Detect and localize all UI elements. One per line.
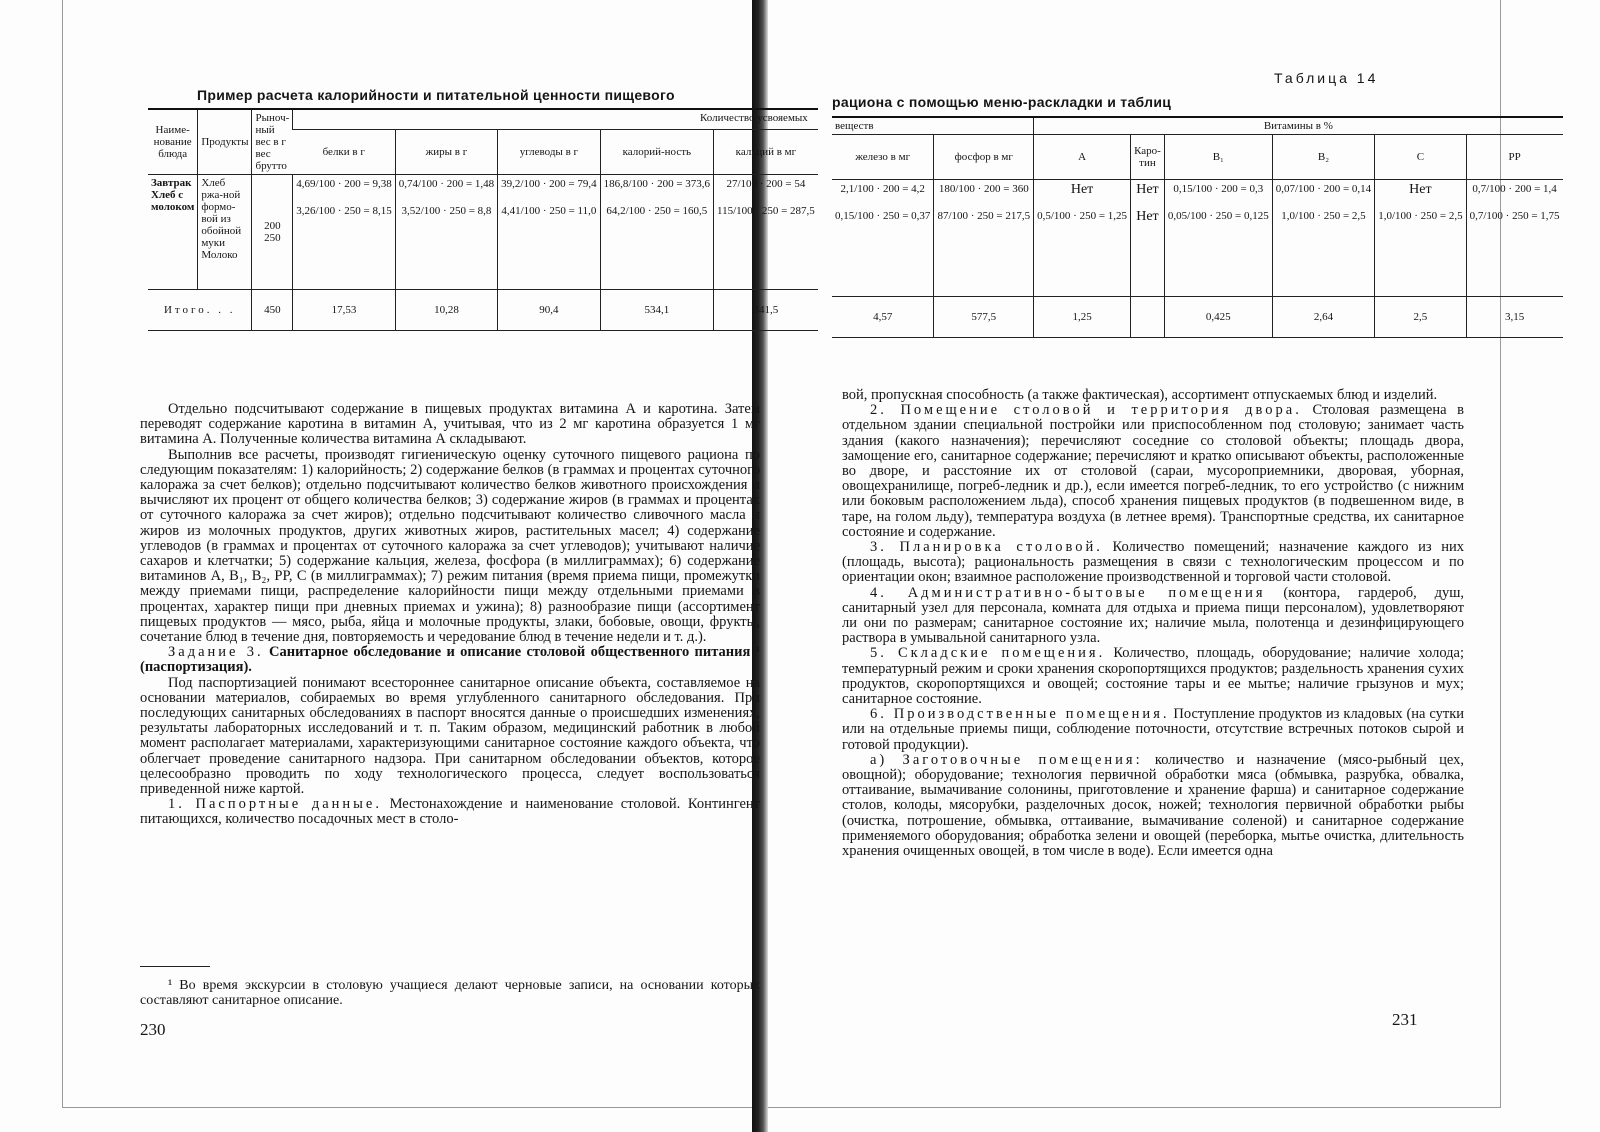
total-b1: 0,425 xyxy=(1164,297,1272,338)
cell-protein-milk: 3,26/100 · 250 = 8,15 xyxy=(296,205,392,217)
total-iron: 4,57 xyxy=(832,297,934,338)
header-col-fat: жиры в г xyxy=(395,130,497,175)
item6-label: 6. Производственные помещения. xyxy=(870,706,1170,723)
left-body-text xyxy=(140,402,760,828)
header-group: Количество усвояемых xyxy=(293,109,818,130)
left-table-caption: Пример расчета калорийности и питательной ценности пищевого xyxy=(197,87,675,103)
row-products: Хлеб ржа-ной формо-вой из обойной муки Молоко xyxy=(198,175,252,290)
header-col-carbs: углеводы в г xyxy=(498,130,600,175)
total-a: 1,25 xyxy=(1034,297,1131,338)
paragraph-passport: Под паспортизацией понимают всестороннее санитарное описание объекта, составляемое на основании материалов, собираемых во время углубленного санитарного обследования. При последующих санитарных обследованиях в паспорт вносятся данные о происшедших изменениях, результаты лабораторных исследований и т. п. Таким образом, медицинский работник в любой момент располагает материалами, характеризующими санитарное состояние каждого объекта, что облегчает проведение санитарного надзора. При санитарном обследовании объектов, которое целесообразно проводить по ходу технологического процесса, следует воспользоваться приведенной ниже картой. xyxy=(140,674,760,798)
footnote-rule xyxy=(140,966,210,967)
cell-calories-milk: 64,2/100 · 250 = 160,5 xyxy=(606,205,708,217)
cell-b1-milk: 0,05/100 · 250 = 0,125 xyxy=(1167,210,1269,222)
item1-label: 1. Паспортные данные. xyxy=(168,796,382,813)
header-col-carotene: Каро-тин xyxy=(1131,135,1165,180)
footnote-text: ¹ Во время экскурсии в столовую учащиеся делают черновые записи, на основании которых составляют санитарное описание. xyxy=(140,978,760,1009)
total-protein: 17,53 xyxy=(293,290,395,331)
cell-b1-bread: 0,15/100 · 200 = 0,3 xyxy=(1173,183,1264,195)
page-number-left: 230 xyxy=(140,1020,166,1039)
item3-label: 3. Планировка столовой. xyxy=(870,539,1103,556)
total-phosphorus: 577,5 xyxy=(934,297,1034,338)
cell-fat-bread: 0,74/100 · 200 = 1,48 xyxy=(398,178,495,190)
item4-text: (контора, гардероб, душ, санитарный узел для персонала, комната для отдыха и приема пищи персоналом), удовлетворяют ли они по размерам; санитарное состояние их; наличие мыла, полотенца и дезинфицирующего раствора в умывальной санитарного узла. xyxy=(842,584,1464,647)
header-col-b1: B₁ xyxy=(1164,135,1272,180)
item2-text: Столовая размещена в отдельном здании специальной постройки или приспособленном под столовую; занимает часть здания (какого назначения); перечисляют соседние со столовой объекты; площадь двора, замощение его, санитарное содержание; перечисляют и кратко описывают объекты, расположенные во дворе, и расстояние их от столовой (сараи, мусороприемники, дворовая, уборная, овощехранилище, погреб-ледник и др.), если имеется погреб-ледник, то его устройство (с нижним или боковым расположением льда), способ хранения пищевых продуктов (в подвешенном виде, в таре, на голом льду), температура воздуха (в летнее время). Транспортные средства, их санитарное состояние и содержание. xyxy=(842,402,1464,540)
footnote xyxy=(140,978,760,1008)
cell-phosphorus-milk: 87/100 · 250 = 217,5 xyxy=(937,210,1031,222)
item1-text: Местонахождение и наименование столовой. Контингент питающихся, количество посадочных мест в столо- xyxy=(140,796,760,828)
total-b2: 2,64 xyxy=(1272,297,1374,338)
cell-calories-bread: 186,8/100 · 200 = 373,6 xyxy=(603,178,711,190)
header-col-protein: белки в г xyxy=(293,130,395,175)
header-col-a: А xyxy=(1034,135,1131,180)
right-body-text xyxy=(842,388,1464,859)
row-dish: Завтрак Хлеб с молоком xyxy=(151,177,195,213)
item4-label: 4. Административно-бытовые помещения xyxy=(870,584,1266,601)
paragraph-item4 xyxy=(842,586,1464,647)
header-col-calcium: кальций в мг xyxy=(714,130,818,175)
item2-label: 2. Помещение столовой и территория двора. xyxy=(870,402,1302,419)
paragraph-item6 xyxy=(842,707,1464,753)
paragraph-item2 xyxy=(842,403,1464,540)
paragraph-vitamin-a: Отдельно подсчитывают содержание в пищевых продуктах витамина А и каротина. Затем переводят содержание каротина в витамин А, учитывая, что из 2 мг каротина образуется 1 мг витамина А. Полученные количества витамина А складывают. xyxy=(140,401,760,448)
cell-pp-bread: 0,7/100 · 200 = 1,4 xyxy=(1472,183,1557,195)
cell-phosphorus xyxy=(934,180,1034,297)
cell-iron-bread: 2,1/100 · 200 = 4,2 xyxy=(840,183,925,195)
cell-b2-bread: 0,07/100 · 200 = 0,14 xyxy=(1275,183,1372,195)
paragraph-task xyxy=(140,645,760,675)
cell-b1 xyxy=(1164,180,1272,297)
header-weight: Рыноч-ный вес в г вес брутто xyxy=(252,109,293,175)
header-products: Продукты xyxy=(198,109,252,175)
header-col-calories: калорий-ность xyxy=(600,130,713,175)
right-table-caption: рациона с помощью меню-раскладки и таблиц xyxy=(832,94,1172,110)
paragraph-continuation: вой, пропускная способность (а также фактическая), ассортимент отпускаемых блюд и изделий. xyxy=(842,387,1438,403)
cell-b2-milk: 1,0/100 · 250 = 2,5 xyxy=(1281,210,1366,222)
cell-carotene-milk: Нет xyxy=(1136,209,1159,224)
header-dish: Наиме-нование блюда xyxy=(148,109,198,175)
cell-b2 xyxy=(1272,180,1374,297)
header-col-pp: РР xyxy=(1466,135,1562,180)
item5-text: Количество, площадь, оборудование; наличие холода; температурный режим и сроки хранения скоропортящихся продуктов; раздельность хранения сухих продуктов, скоропортящихся и овощей; состояние тары и ее мытье; наличие грызунов и мух; санитарное состояние. xyxy=(842,645,1465,708)
cell-a-milk: 0,5/100 · 250 = 1,25 xyxy=(1037,210,1128,222)
total-calcium: 341,5 xyxy=(714,290,818,331)
item6a-label: а) Заготовочные помещения: xyxy=(870,751,1143,768)
total-calories: 534,1 xyxy=(600,290,713,331)
cell-calories xyxy=(600,175,713,290)
item6a-text: количество и назначение (мясо-рыбный цех, овощной); оборудование; технология первичной обработки мяса (обмывка, разрубка, обвалка, оттаивание, вымачивание солонины, приготовление и хранение фарша) и санитарное содержание столов, колоды, мясорубки, разделочных досок, ножей; технология первичной обработки рыбы (очистка, потрошение, обмывка, оттаивание, вымачивание соленой) и санитарное содержание применяемого оборудования; обработка зелени и овощей (переборка, мытье очистка, длительность хранения очищенных овощей, в том числе в воде). Если имеется одна xyxy=(842,751,1465,860)
header-vitamins: Витамины в % xyxy=(1034,117,1563,135)
cell-carotene xyxy=(1131,180,1165,297)
task-label: Задание 3. xyxy=(168,644,264,661)
paragraph-item5 xyxy=(842,646,1464,707)
row-weights: 200 250 xyxy=(252,175,293,290)
total-c: 2,5 xyxy=(1375,297,1466,338)
cell-a xyxy=(1034,180,1131,297)
header-col-iron: железо в мг xyxy=(832,135,934,180)
paragraph-item1 xyxy=(140,797,760,827)
cell-protein-bread: 4,69/100 · 200 = 9,38 xyxy=(296,178,392,190)
left-table xyxy=(148,108,818,331)
cell-pp xyxy=(1466,180,1562,297)
header-col-c: С xyxy=(1375,135,1466,180)
cell-calcium-bread: 27/100 · 200 = 54 xyxy=(726,178,806,190)
task-title: Санитарное обследование и описание столовой общественного питания ¹ (паспортизация). xyxy=(140,644,760,676)
item3-text: Количество помещений; назначение каждого из них (площадь, высота); рациональность размещения в связи с технологическим процессом и по ориентации окон; взаимное расположение производственной и торговой части столовой. xyxy=(842,539,1464,586)
cell-iron-milk: 0,15/100 · 250 = 0,37 xyxy=(835,210,931,222)
cell-a-bread: Нет xyxy=(1070,182,1094,197)
paragraph-item6a xyxy=(842,753,1464,859)
cell-iron xyxy=(832,180,934,297)
cell-fat xyxy=(395,175,497,290)
total-label: Итого. . . xyxy=(148,290,252,331)
header-substances: веществ xyxy=(832,117,1034,135)
cell-calcium-milk: 115/100 · 250 = 287,5 xyxy=(717,205,815,217)
paragraph-evaluation: Выполнив все расчеты, производят гигиеническую оценку суточного пищевого рациона по следующим показателям: 1) калорийность; 2) содержание белков (в граммах и процентах суточного калоража за счет белков); отдельно подсчитывают количество белков животного происхождения и вычисляют их процент от общего количества белков; 3) содержание жиров (в граммах и процентах от суточного калоража за счет жиров); отдельно подсчитывают количество сливочного масла и жиров из молочных продуктов, других животных жиров, растительных масел; 4) содержание углеводов (в граммах и процентах от суточного калоража за счет углеводов); учитывают наличие сахаров и клетчатки; 5) содержание кальция, железа, фосфора (в миллиграммах); 6) содержание витаминов А, B₁, B₂, PP, C (в миллиграммах); 7) режим питания (время приема пищи, промежутки между приемами пищи, распределение калорийности пищи между отдельными приемами в процентах, характер пищи при дневных приемах и ужина); 8) разнообразие пищи (ассортимент пищевых продуктов — мясо, рыба, яйца и молочные продукты, злаки, бобовые, овощи, фрукты, сочетание блюд в течение дня, повторяемость и чередование блюд в течение недели и т. д.). xyxy=(140,446,760,646)
cell-carbs-milk: 4,41/100 · 250 = 11,0 xyxy=(501,205,597,217)
cell-protein xyxy=(293,175,395,290)
cell-fat-milk: 3,52/100 · 250 = 8,8 xyxy=(401,205,492,217)
table-label: Таблица 14 xyxy=(1274,70,1379,86)
header-col-phosphorus: фосфор в мг xyxy=(934,135,1034,180)
right-table xyxy=(832,116,1563,338)
right-page xyxy=(780,0,1560,1132)
cell-carotene-bread: Нет xyxy=(1136,182,1159,197)
cell-c-bread: Нет xyxy=(1409,182,1432,197)
cell-c xyxy=(1375,180,1466,297)
total-carotene xyxy=(1131,297,1165,338)
page-number-right: 231 xyxy=(1392,1010,1418,1029)
total-pp: 3,15 xyxy=(1466,297,1562,338)
header-col-b2: B₂ xyxy=(1272,135,1374,180)
left-page xyxy=(62,0,815,1132)
cell-phosphorus-bread: 180/100 · 200 = 360 xyxy=(938,183,1029,195)
total-fat: 10,28 xyxy=(395,290,497,331)
total-carbs: 90,4 xyxy=(498,290,600,331)
cell-c-milk: 1,0/100 · 250 = 2,5 xyxy=(1378,210,1463,222)
paragraph-item3 xyxy=(842,540,1464,586)
item6-text: Поступление продуктов из кладовых (на сутки или на отдельные приемы пищи, соблюдение поточности, отсутствие встречных потоков сырой и готовой продукции). xyxy=(842,706,1465,753)
cell-carbs xyxy=(498,175,600,290)
total-weight: 450 xyxy=(252,290,293,331)
cell-pp-milk: 0,7/100 · 250 = 1,75 xyxy=(1469,210,1560,222)
cell-carbs-bread: 39,2/100 · 200 = 79,4 xyxy=(501,178,597,190)
item5-label: 5. Складские помещения. xyxy=(870,645,1106,662)
